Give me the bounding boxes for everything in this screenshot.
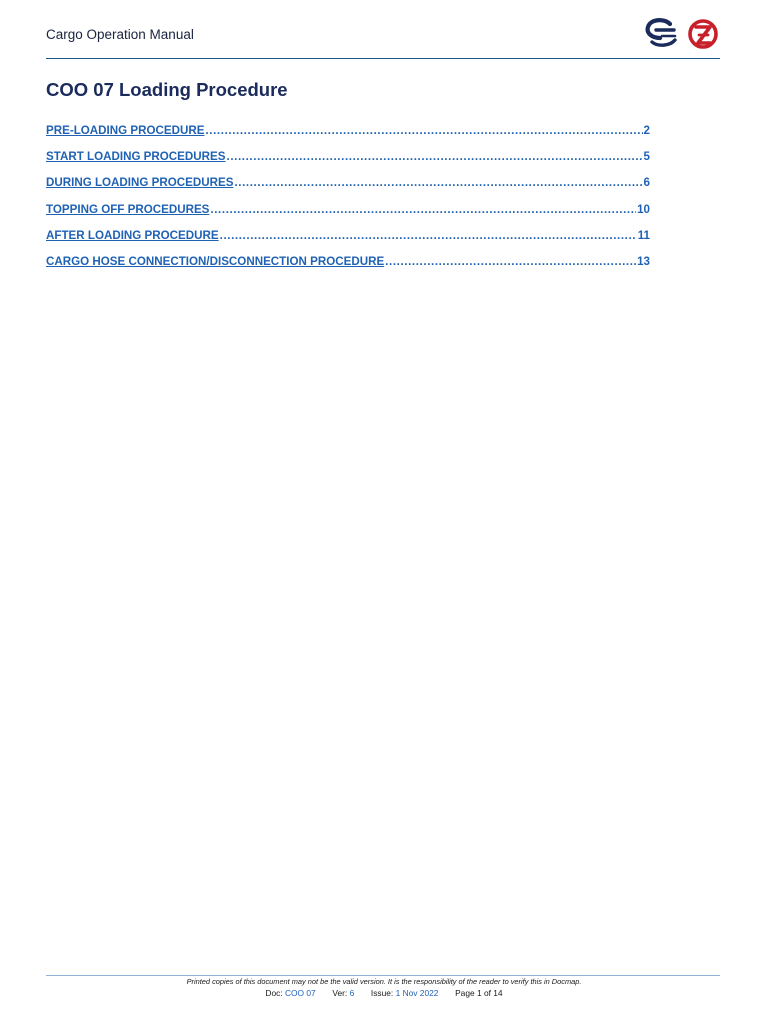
- company-logo-icon: [644, 18, 678, 48]
- toc-entry-page[interactable]: 11: [637, 228, 650, 242]
- toc-entry-label[interactable]: DURING LOADING PROCEDURES: [46, 176, 234, 190]
- toc-entry-page[interactable]: 2: [643, 124, 650, 137]
- document-title: COO 07 Loading Procedure: [46, 79, 288, 100]
- toc-entry-page[interactable]: 10: [637, 202, 650, 216]
- doc-value: COO 07: [284, 988, 316, 998]
- toc-entry-topping-off[interactable]: [46, 203, 650, 229]
- toc-entry-page[interactable]: 13: [637, 254, 650, 268]
- page-number: Page 1 of 14: [455, 988, 503, 998]
- toc-entry-label[interactable]: AFTER LOADING PROCEDURE: [46, 228, 219, 242]
- footer-disclaimer: Printed copies of this document may not be the valid version. It is the responsibility of the reader to verify this in Docmap.: [186, 977, 582, 986]
- toc-dot-leader: [227, 150, 643, 163]
- version-value: 6: [349, 988, 355, 998]
- toc-dot-leader: [234, 176, 642, 189]
- toc-entry-page[interactable]: 5: [643, 150, 650, 164]
- toc-entry-label[interactable]: START LOADING PROCEDURES: [46, 150, 226, 164]
- table-of-contents: [46, 124, 650, 281]
- toc-dot-leader: [220, 229, 637, 242]
- issue-value: 1 Nov 2022: [395, 988, 439, 998]
- partner-logo-icon: [688, 17, 718, 49]
- page-header: [46, 0, 720, 59]
- issue-label: Issue:: [370, 988, 394, 998]
- toc-entry-page[interactable]: 6: [643, 176, 650, 190]
- version-label: Ver:: [332, 988, 348, 998]
- toc-entry-label[interactable]: CARGO HOSE CONNECTION/DISCONNECTION PROCEDURE: [46, 254, 385, 268]
- footer-document-info: [0, 988, 768, 998]
- toc-entry-start-loading[interactable]: [46, 150, 650, 176]
- toc-entry-pre-loading[interactable]: [46, 124, 650, 150]
- manual-title: Cargo Operation Manual: [46, 27, 194, 42]
- footer-divider: [46, 975, 720, 976]
- toc-entry-after-loading[interactable]: [46, 229, 650, 255]
- toc-entry-cargo-hose[interactable]: [46, 255, 650, 281]
- logo-group: [644, 16, 718, 50]
- toc-dot-leader: [385, 255, 636, 268]
- toc-entry-label[interactable]: PRE-LOADING PROCEDURE: [46, 124, 205, 137]
- toc-entry-label[interactable]: TOPPING OFF PROCEDURES: [46, 202, 210, 216]
- toc-dot-leader: [205, 124, 642, 137]
- toc-entry-during-loading[interactable]: [46, 176, 650, 202]
- doc-label: Doc:: [265, 988, 283, 998]
- toc-dot-leader: [210, 203, 636, 216]
